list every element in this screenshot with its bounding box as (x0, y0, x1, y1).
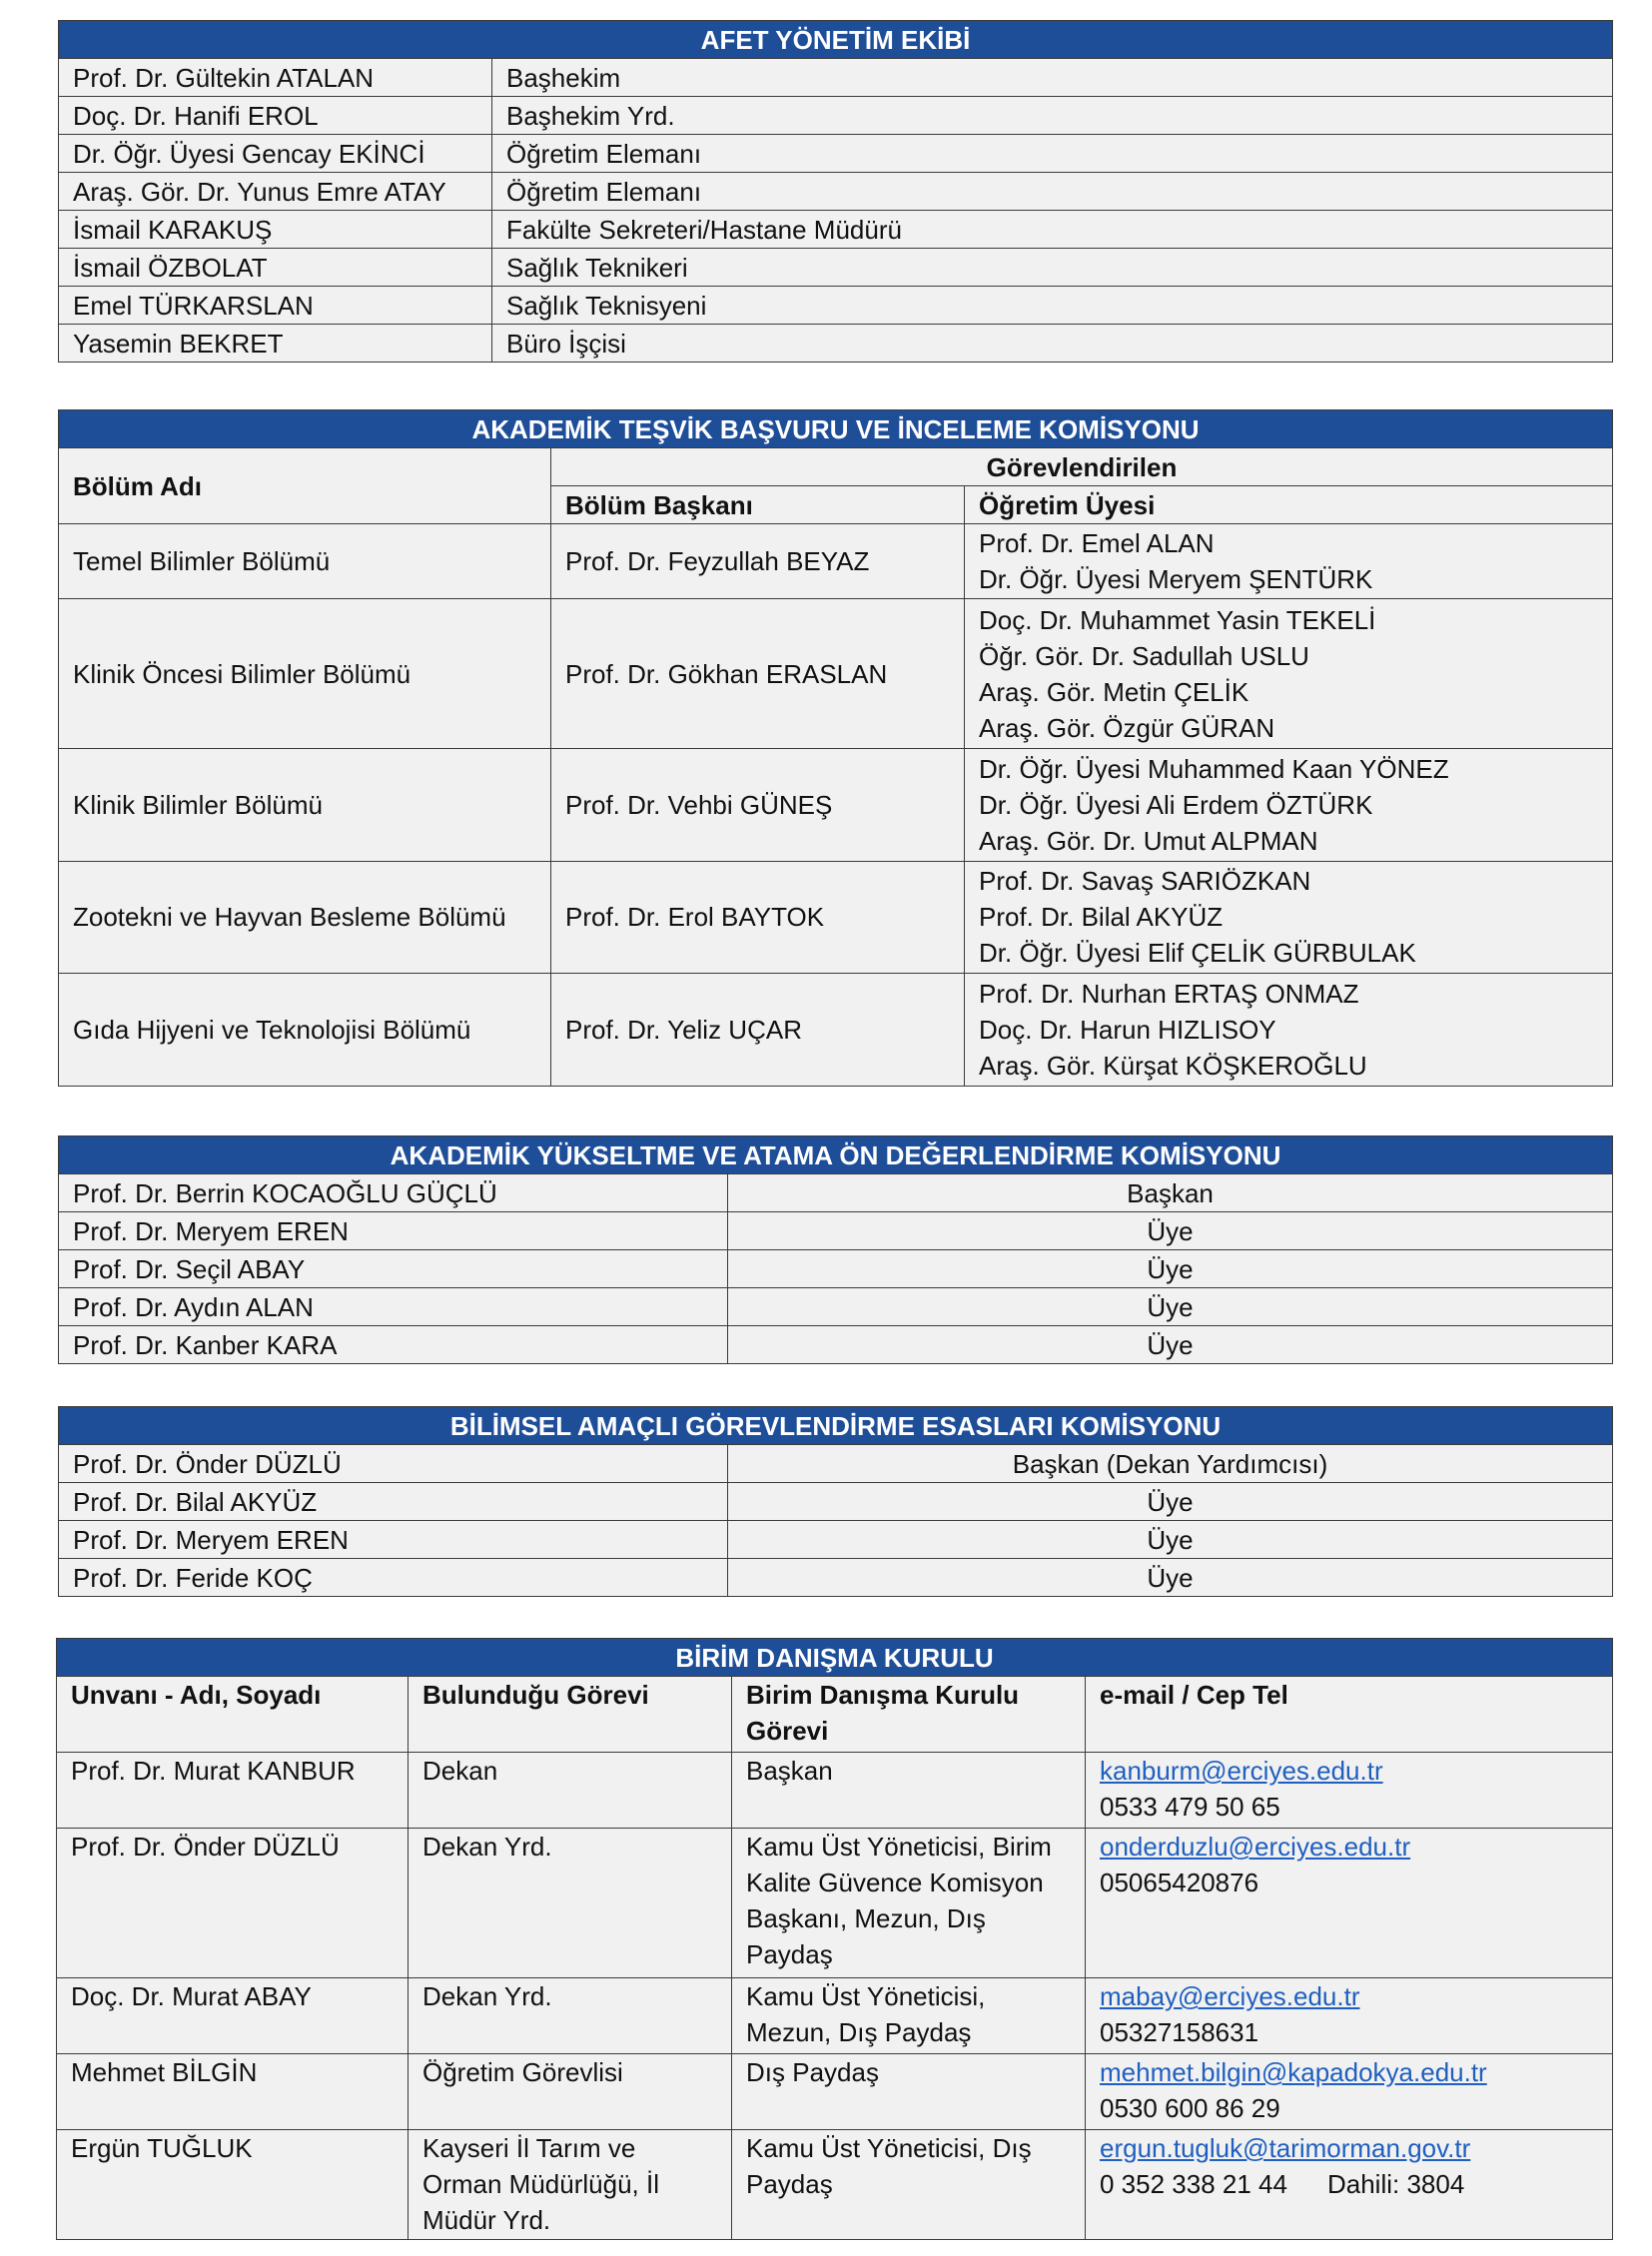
unvan-adi: Mehmet BİLGİN (57, 2054, 409, 2130)
akademik-tesvik-table (58, 409, 1613, 1087)
bolum-baskani: Prof. Dr. Vehbi GÜNEŞ (551, 749, 965, 862)
ogretim-uyesi: Prof. Dr. Emel ALAN (979, 528, 1215, 558)
header-bolum-baskani: Bölüm Başkanı (551, 486, 965, 524)
bolum-baskani: Prof. Dr. Yeliz UÇAR (551, 974, 965, 1087)
table-row (57, 1753, 1613, 1829)
bulundugu-gorevi: Kayseri İl Tarım ve Orman Müdürlüğü, İl Müdür Yrd. (409, 2130, 732, 2240)
header-kurul-gorevi: Birim Danışma Kurulu Görevi (732, 1677, 1086, 1753)
member-name: Prof. Dr. Seçil ABAY (59, 1250, 728, 1288)
bulundugu-gorevi: Dekan Yrd. (409, 1978, 732, 2054)
table-row (59, 599, 1613, 749)
email-tel (1086, 1753, 1613, 1829)
table-row (59, 1521, 1613, 1559)
ogretim-uyeleri (965, 861, 1613, 974)
table-row (57, 1978, 1613, 2054)
member-name: İsmail KARAKUŞ (59, 211, 492, 249)
dahili-number: Dahili: 3804 (1326, 2169, 1465, 2199)
bulundugu-gorevi: Dekan (409, 1753, 732, 1829)
member-role: Öğretim Elemanı (492, 173, 1613, 211)
table-row (59, 1288, 1613, 1326)
danisma-title: BİRİM DANIŞMA KURULU (57, 1639, 1613, 1677)
ogretim-uyesi: Araş. Gör. Metin ÇELİK (979, 676, 1249, 707)
bolum-adi: Zootekni ve Hayvan Besleme Bölümü (59, 861, 551, 974)
table-row (59, 1326, 1613, 1364)
ogretim-uyesi: Dr. Öğr. Üyesi Meryem ŞENTÜRK (979, 564, 1373, 594)
bolum-baskani: Prof. Dr. Feyzullah BEYAZ (551, 524, 965, 599)
kurul-gorevi: Kamu Üst Yöneticisi, Birim Kalite Güvence Komisyon Başkanı, Mezun, Dış Paydaş (732, 1829, 1086, 1978)
member-role: Üye (728, 1521, 1613, 1559)
ogretim-uyesi: Araş. Gör. Dr. Umut ALPMAN (979, 825, 1318, 856)
member-name: Prof. Dr. Feride KOÇ (59, 1559, 728, 1597)
table-row (59, 1483, 1613, 1521)
table-row (59, 1250, 1613, 1288)
kurul-gorevi: Kamu Üst Yöneticisi, Mezun, Dış Paydaş (732, 1978, 1086, 2054)
member-name: Prof. Dr. Meryem EREN (59, 1212, 728, 1250)
member-role: Başhekim (492, 59, 1613, 97)
ogretim-uyesi: Prof. Dr. Savaş SARIÖZKAN (979, 866, 1311, 897)
header-bolum-adi: Bölüm Adı (59, 448, 551, 524)
member-role: Sağlık Teknikeri (492, 249, 1613, 287)
bulundugu-gorevi: Dekan Yrd. (409, 1829, 732, 1978)
yukseltme-title: AKADEMİK YÜKSELTME VE ATAMA ÖN DEĞERLENDİRME KOMİSYONU (59, 1136, 1613, 1174)
ogretim-uyeleri (965, 599, 1613, 749)
unvan-adi: Prof. Dr. Murat KANBUR (57, 1753, 409, 1829)
ogretim-uyesi: Prof. Dr. Bilal AKYÜZ (979, 902, 1224, 933)
table-row (59, 59, 1613, 97)
email-link[interactable]: ergun.tugluk@tarimorman.gov.tr (1100, 2133, 1471, 2163)
email-tel (1086, 1978, 1613, 2054)
ogretim-uyesi: Dr. Öğr. Üyesi Elif ÇELİK GÜRBULAK (979, 938, 1416, 969)
bilimsel-title: BİLİMSEL AMAÇLI GÖREVLENDİRME ESASLARI KOMİSYONU (59, 1407, 1613, 1445)
member-name: Araş. Gör. Dr. Yunus Emre ATAY (59, 173, 492, 211)
member-role: Fakülte Sekreteri/Hastane Müdürü (492, 211, 1613, 249)
bolum-adi: Klinik Bilimler Bölümü (59, 749, 551, 862)
email-link[interactable]: mabay@erciyes.edu.tr (1100, 1981, 1360, 2011)
tesvik-title: AKADEMİK TEŞVİK BAŞVURU VE İNCELEME KOMİSYONU (59, 410, 1613, 448)
member-name: Prof. Dr. Meryem EREN (59, 1521, 728, 1559)
member-role: Üye (728, 1288, 1613, 1326)
table-row (59, 325, 1613, 363)
header-email-tel: e-mail / Cep Tel (1086, 1677, 1613, 1753)
header-ogretim-uyesi: Öğretim Üyesi (965, 486, 1613, 524)
bolum-adi: Klinik Öncesi Bilimler Bölümü (59, 599, 551, 749)
email-tel (1086, 2054, 1613, 2130)
member-name: Prof. Dr. Berrin KOCAOĞLU GÜÇLÜ (59, 1174, 728, 1212)
table-row (59, 1445, 1613, 1483)
member-name: Prof. Dr. Aydın ALAN (59, 1288, 728, 1326)
table-row (57, 2054, 1613, 2130)
member-role: Büro İşçisi (492, 325, 1613, 363)
ogretim-uyesi: Doç. Dr. Harun HIZLISOY (979, 1014, 1276, 1045)
unvan-adi: Doç. Dr. Murat ABAY (57, 1978, 409, 2054)
member-role: Öğretim Elemanı (492, 135, 1613, 173)
member-name: Dr. Öğr. Üyesi Gencay EKİNCİ (59, 135, 492, 173)
table-row (59, 287, 1613, 325)
phone-number: 05065420876 (1100, 1868, 1259, 1897)
ogretim-uyesi: Prof. Dr. Nurhan ERTAŞ ONMAZ (979, 978, 1359, 1009)
table-row (59, 524, 1613, 599)
member-role: Üye (728, 1326, 1613, 1364)
kurul-gorevi: Başkan (732, 1753, 1086, 1829)
member-role: Başkan (Dekan Yardımcısı) (728, 1445, 1613, 1483)
ogretim-uyesi: Öğr. Gör. Dr. Sadullah USLU (979, 640, 1309, 671)
email-tel (1086, 1829, 1613, 1978)
kurul-gorevi: Dış Paydaş (732, 2054, 1086, 2130)
unvan-adi: Ergün TUĞLUK (57, 2130, 409, 2240)
bolum-baskani: Prof. Dr. Gökhan ERASLAN (551, 599, 965, 749)
table-row (57, 2130, 1613, 2240)
email-link[interactable]: kanburm@erciyes.edu.tr (1100, 1756, 1383, 1786)
table-row (59, 249, 1613, 287)
member-role: Üye (728, 1212, 1613, 1250)
ogretim-uyeleri (965, 974, 1613, 1087)
table-row (59, 97, 1613, 135)
afet-yonetim-table (58, 20, 1613, 363)
member-name: İsmail ÖZBOLAT (59, 249, 492, 287)
unvan-adi: Prof. Dr. Önder DÜZLÜ (57, 1829, 409, 1978)
birim-danisma-table (56, 1638, 1613, 2240)
phone-number: 05327158631 (1100, 2017, 1259, 2047)
bolum-baskani: Prof. Dr. Erol BAYTOK (551, 861, 965, 974)
kurul-gorevi: Kamu Üst Yöneticisi, Dış Paydaş (732, 2130, 1086, 2240)
header-unvan-adi: Unvanı - Adı, Soyadı (57, 1677, 409, 1753)
member-name: Prof. Dr. Bilal AKYÜZ (59, 1483, 728, 1521)
ogretim-uyeleri (965, 749, 1613, 862)
bolum-adi: Gıda Hijyeni ve Teknolojisi Bölümü (59, 974, 551, 1087)
bilimsel-gorevlendirme-table (58, 1406, 1613, 1597)
member-name: Doç. Dr. Hanifi EROL (59, 97, 492, 135)
table-row (59, 1212, 1613, 1250)
table-row (59, 749, 1613, 862)
table-row (59, 861, 1613, 974)
akademik-yukseltme-table (58, 1135, 1613, 1364)
member-name: Prof. Dr. Önder DÜZLÜ (59, 1445, 728, 1483)
table-row (57, 1829, 1613, 1978)
email-tel (1086, 2130, 1613, 2240)
member-name: Yasemin BEKRET (59, 325, 492, 363)
phone-number: 0530 600 86 29 (1100, 2093, 1280, 2123)
member-name: Prof. Dr. Gültekin ATALAN (59, 59, 492, 97)
member-role: Üye (728, 1483, 1613, 1521)
member-role: Sağlık Teknisyeni (492, 287, 1613, 325)
ogretim-uyesi: Araş. Gör. Özgür GÜRAN (979, 712, 1275, 743)
table-row (59, 211, 1613, 249)
ogretim-uyeleri (965, 524, 1613, 599)
email-link[interactable]: mehmet.bilgin@kapadokya.edu.tr (1100, 2057, 1487, 2087)
phone-number: 0533 479 50 65 (1100, 1792, 1280, 1822)
member-role: Üye (728, 1250, 1613, 1288)
phone-number: 0 352 338 21 44 (1100, 2169, 1287, 2199)
member-role: Üye (728, 1559, 1613, 1597)
table-row (59, 173, 1613, 211)
ogretim-uyesi: Doç. Dr. Muhammet Yasin TEKELİ (979, 604, 1376, 635)
table-row (59, 1559, 1613, 1597)
member-role: Başkan (728, 1174, 1613, 1212)
ogretim-uyesi: Dr. Öğr. Üyesi Ali Erdem ÖZTÜRK (979, 789, 1373, 820)
table-row (59, 135, 1613, 173)
ogretim-uyesi: Araş. Gör. Kürşat KÖŞKEROĞLU (979, 1050, 1367, 1081)
member-name: Prof. Dr. Kanber KARA (59, 1326, 728, 1364)
bolum-adi: Temel Bilimler Bölümü (59, 524, 551, 599)
table-row (59, 974, 1613, 1087)
member-name: Emel TÜRKARSLAN (59, 287, 492, 325)
afet-title: AFET YÖNETİM EKİBİ (59, 21, 1613, 59)
bulundugu-gorevi: Öğretim Görevlisi (409, 2054, 732, 2130)
header-bulundugu-gorevi: Bulunduğu Görevi (409, 1677, 732, 1753)
table-row (59, 1174, 1613, 1212)
header-gorevlendirilen: Görevlendirilen (551, 448, 1613, 486)
email-link[interactable]: onderduzlu@erciyes.edu.tr (1100, 1832, 1411, 1862)
member-role: Başhekim Yrd. (492, 97, 1613, 135)
ogretim-uyesi: Dr. Öğr. Üyesi Muhammed Kaan YÖNEZ (979, 753, 1449, 784)
